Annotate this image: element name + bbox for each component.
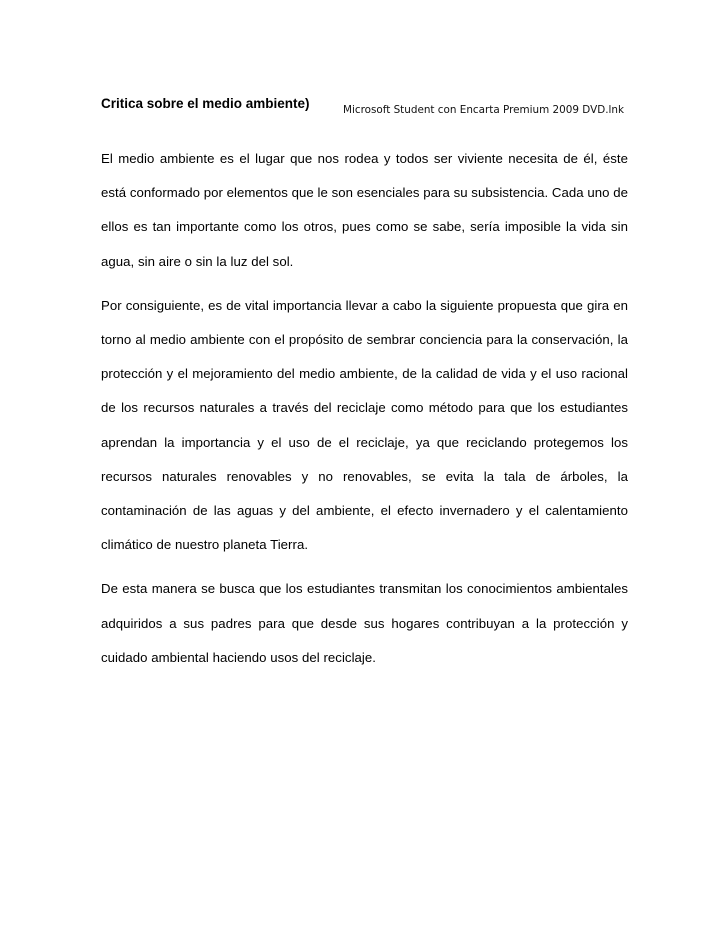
document-body <box>101 142 628 685</box>
shortcut-link-label[interactable]: Microsoft Student con Encarta Premium 2009 DVD.lnk <box>343 104 625 116</box>
paragraph-2: Por consiguiente, es de vital importancia llevar a cabo la siguiente propuesta que gira en torno al medio ambiente con el propósito de sembrar conciencia para la conservación, la protección y el mejoramiento del medio ambiente, de la calidad de vida y el uso racional de los recursos naturales a través del reciclaje como método para que los estudiantes aprendan la importancia y el uso de el reciclaje, ya que reciclando protegemos los recursos naturales renovables y no renovables, se evita la tala de árboles, la contaminación de las aguas y del ambiente, el efecto invernadero y el calentamiento climático de nuestro planeta Tierra. <box>101 297 628 553</box>
paragraph-3: De esta manera se busca que los estudiantes transmitan los conocimientos ambientales adquiridos a sus padres para que desde sus hogares contribuyan a la protección y cuidado ambiental haciendo usos del reciclaje. <box>101 581 628 665</box>
title-row <box>101 96 628 120</box>
document-title: Critica sobre el medio ambiente) <box>101 96 310 111</box>
paragraph-1: El medio ambiente es el lugar que nos rodea y todos ser viviente necesita de él, éste está conformado por elementos que le son esenciales para su subsistencia. Cada uno de ellos es tan importante como los otros, pues como se sabe, sería imposible la vida sin agua, sin aire o sin la luz del sol. <box>101 151 628 269</box>
